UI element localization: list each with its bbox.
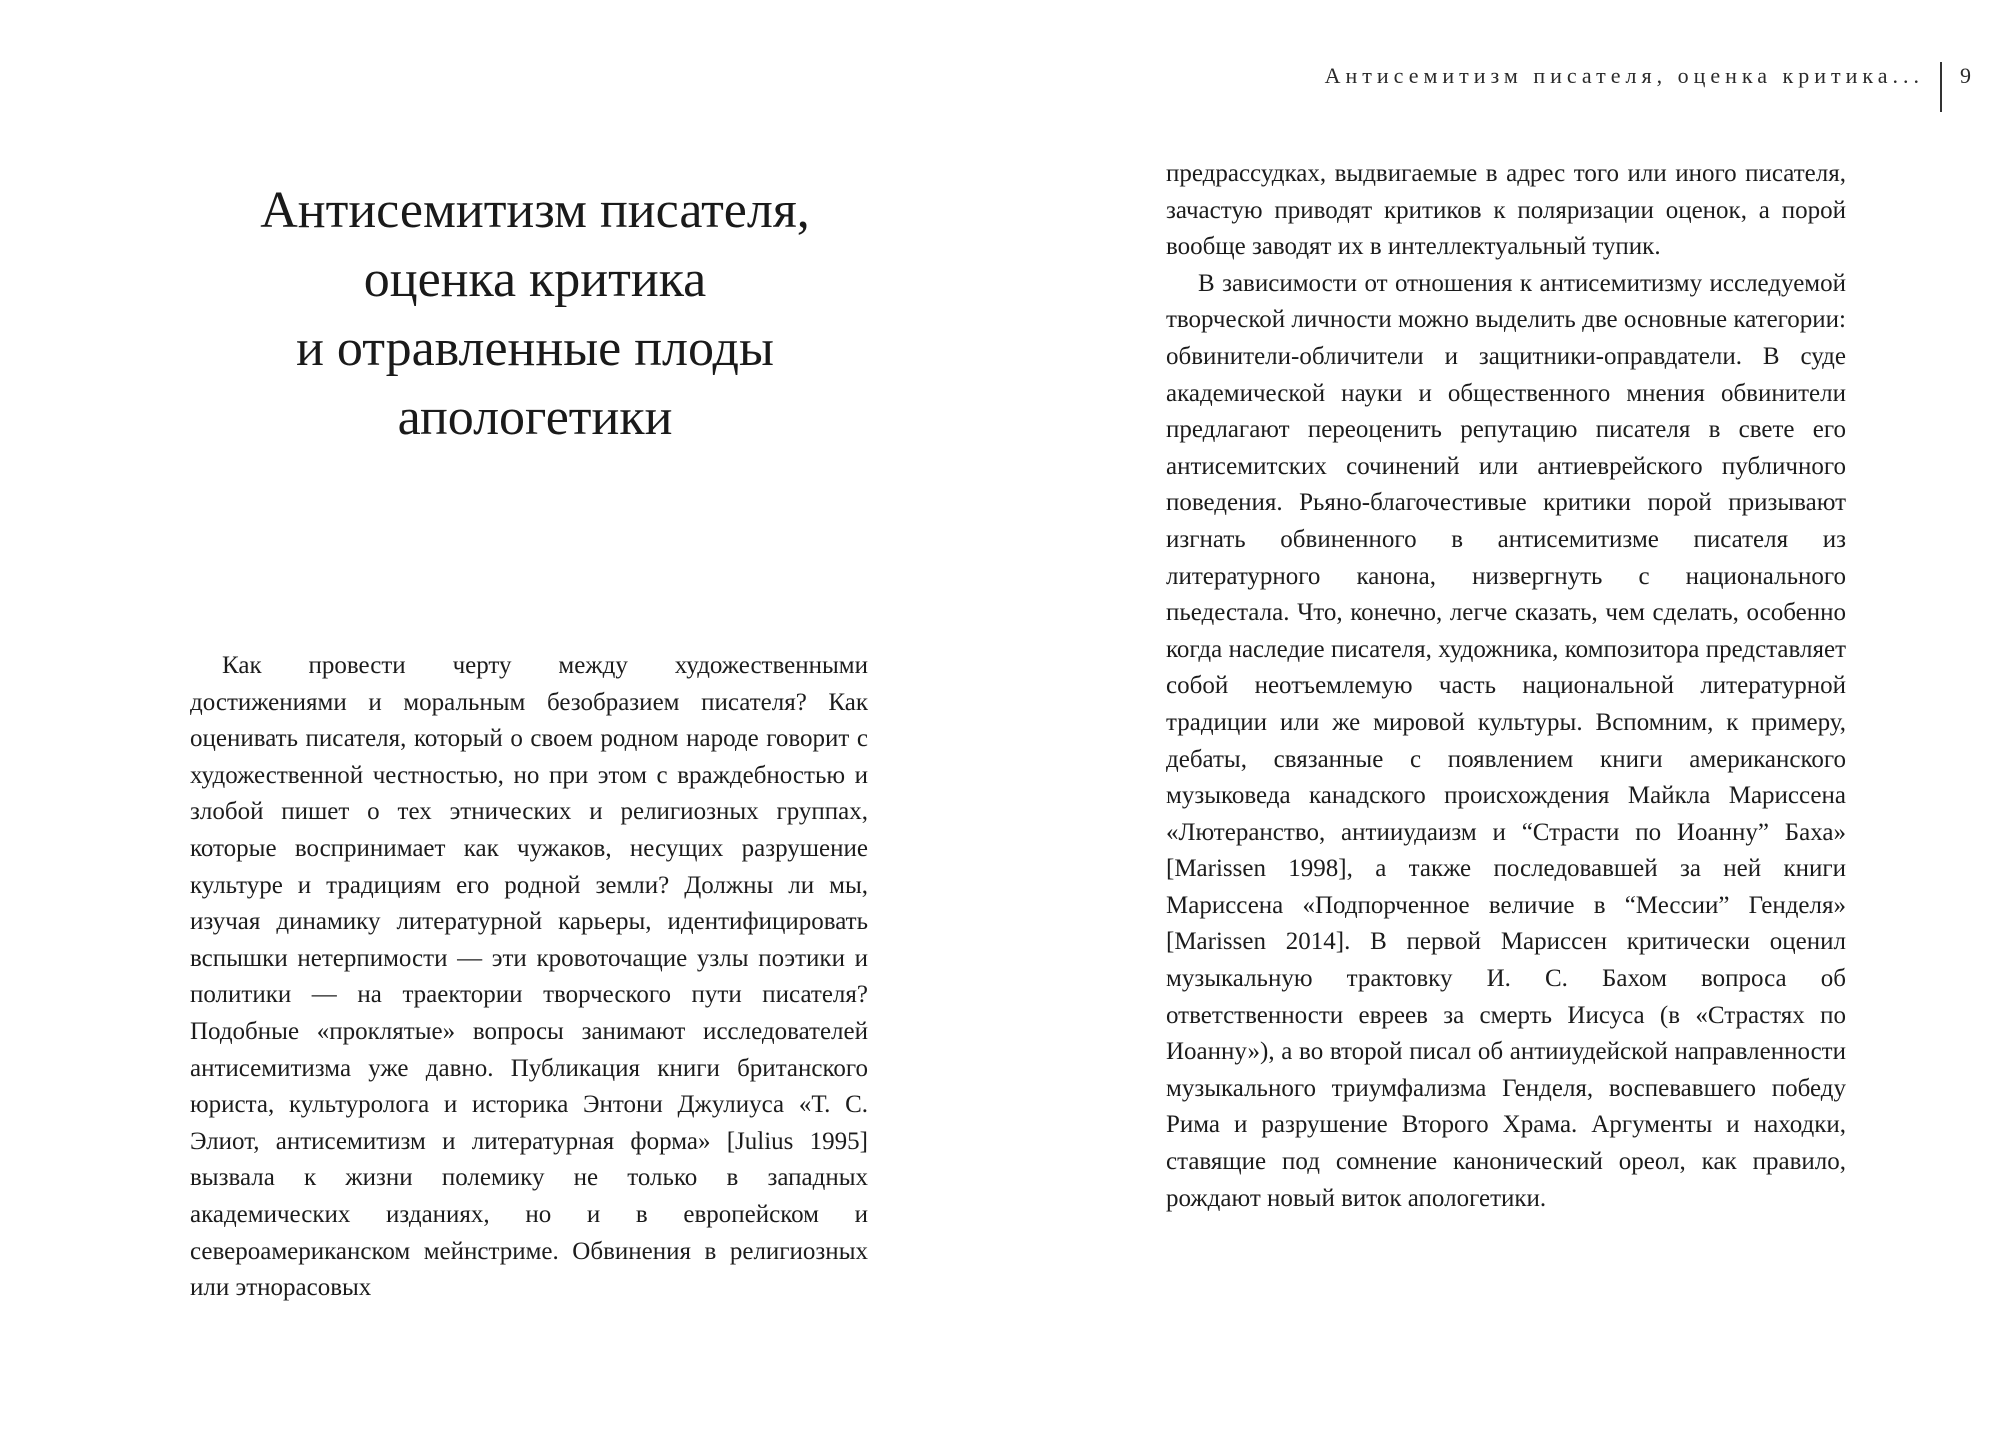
right-paragraph-2: В зависимости от отношения к антисемитизму исследуемой творческой личности можно выделить две основные категории: обвинители-обличители и защитники-оправдатели. В суде академической науки и общественного мнения обвинители предлагают переоценить репутацию писателя в свете его антисемитских сочинений или антиеврейского публичного поведения. Рьяно-благочестивые критики порой призывают изгнать обвиненного в антисемитизме писателя из литературного канона, низвергнуть с национального пьедестала. Что, конечно, легче сказать, чем сделать, особенно когда наследие писателя, художника, композитора представляет собой неотъемлемую часть национальной литературной традиции или же мировой культуры. Вспомним, к примеру, дебаты, связанные с появлением книги американского музыковеда канадского происхождения Майкла Мариссена «Лютеранство, антииудаизм и “Страсти по Иоанну” Баха» [Marissen 1998], а также последовавшей за ней книги Мариссена «Подпорченное величие в “Мессии” Генделя» [Marissen 2014]. В первой Мариссен критически оценил музыкальную трактовку И. С. Бахом вопроса об ответственности евреев за смерть Иисуса (в «Страстях по Иоанну»), а во второй писал об антииудейской направленности музыкального триумфализма Генделя, воспевавшего победу Рима и разрушение Второго Храма. Аргументы и находки, ставящие под сомнение канонический ореол, как правило, рождают новый виток апологетики. — [1166, 269, 1846, 1212]
right-paragraph-1: предрассудках, выдвигаемые в адрес того или иного писателя, зачастую приводят критиков к поляризации оценок, а порой вообще заводят их в интеллектуальный тупик. — [1166, 160, 1846, 261]
chapter-title — [190, 176, 880, 452]
right-body-text — [1166, 156, 1846, 1217]
page-number: 9 — [1960, 63, 1971, 88]
chapter-title-line: и отравленные плоды — [296, 320, 774, 377]
running-header — [1325, 62, 2000, 112]
chapter-title-line: оценка критика — [363, 251, 707, 308]
left-body-text — [190, 648, 868, 1307]
chapter-title-line: Антисемитизм писателя, — [260, 182, 810, 239]
right-page — [1000, 0, 2000, 1441]
chapter-title-line: апологетики — [397, 389, 673, 446]
left-paragraph-1: Как провести черту между художественными достижениями и моральным безобразием писателя? Как оценивать писателя, который о своем родном народе говорит с художественной честностью, но при этом с враждебностью и злобой пишет о тех этнических и религиозных группах, которые воспринимает как чужаков, несущих разрушение культуре и традициям его родной земли? Должны ли мы, изучая динамику литературной карьеры, идентифицировать вспышки нетерпимости — эти кровоточащие узлы поэтики и политики — на траектории творческого пути писателя? Подобные «проклятые» вопросы занимают исследователей антисемитизма уже давно. Публикация книги британского юриста, культуролога и историка Энтони Джулиуса «Т. С. Элиот, антисемитизм и литературная форма» [Julius 1995] вызвала к жизни полемику не только в западных академических изданиях, но и в европейском и североамериканском мейнстриме. Обвинения в религиозных или этнорасовых — [190, 652, 868, 1302]
running-title: Антисемитизм писателя, оценка критика... — [1324, 63, 1924, 88]
